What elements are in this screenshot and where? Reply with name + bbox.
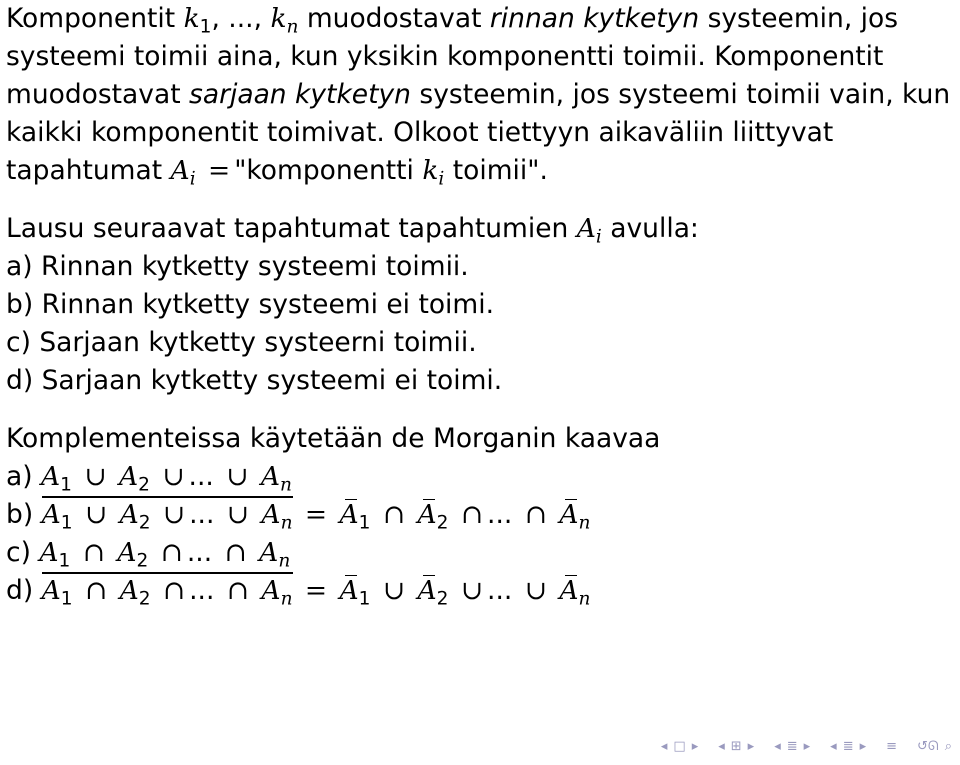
nav-next-frame-icon[interactable]: ▸ [691, 738, 699, 754]
subsubsection-icon[interactable]: ≣ [842, 738, 854, 754]
math-k: k [183, 3, 200, 34]
search-back-icon[interactable]: ↺ᘏ [917, 738, 939, 754]
union-symbol: ∪ [524, 575, 547, 606]
math-A-bar: A [340, 572, 359, 610]
subscript: 2 [436, 512, 449, 534]
intersection-symbol: ∩ [162, 575, 186, 606]
subscript: i [438, 168, 445, 190]
text: avulla: [601, 213, 699, 244]
formula-label: a) [6, 461, 33, 492]
emphasis-parallel: rinnan kytketyn [489, 3, 700, 34]
subscript: i [595, 226, 602, 248]
intersection-symbol: ∩ [82, 537, 105, 568]
math-A: A [576, 213, 596, 244]
subscript: 2 [138, 588, 151, 610]
text: "komponentti [234, 155, 423, 186]
equals-sign: = [199, 155, 231, 186]
intersection-symbol: ∩ [226, 575, 250, 606]
ellipsis: ... [189, 575, 215, 606]
subscript: 1 [60, 588, 73, 610]
math-A: A [41, 461, 61, 492]
formula-label: c) [6, 537, 31, 568]
union-symbol: ∪ [382, 575, 406, 606]
intersection-symbol: ∩ [84, 575, 108, 606]
math-k: k [422, 155, 439, 186]
subscript: 1 [358, 588, 371, 610]
subsection-icon[interactable]: ≣ [786, 738, 798, 754]
intersection-symbol: ∩ [382, 499, 406, 530]
math-A: A [119, 575, 139, 606]
ellipsis: ... [189, 499, 215, 530]
subscript: 2 [436, 588, 449, 610]
emphasis-series: sarjaan kytketyn [189, 79, 411, 110]
ellipsis: ... [487, 499, 513, 530]
ellipsis: ... [186, 537, 213, 568]
text: , ..., [211, 3, 262, 34]
union-symbol: ∪ [162, 461, 185, 492]
subscript: 1 [58, 550, 71, 572]
union-symbol: ∪ [84, 461, 107, 492]
math-A: A [261, 499, 281, 530]
math-A: A [117, 537, 137, 568]
text: muodostavat [298, 3, 490, 34]
formula-d [6, 572, 956, 610]
math-A: A [259, 537, 279, 568]
subscript: 1 [60, 474, 72, 496]
math-A-bar: A [559, 572, 578, 610]
subscript: n [280, 588, 293, 610]
math-A: A [261, 575, 281, 606]
subscript: n [286, 16, 299, 38]
union-symbol: ∪ [162, 499, 186, 530]
task-intro [6, 210, 956, 248]
formula-b [6, 496, 956, 534]
intersection-symbol: ∩ [524, 499, 547, 530]
equals-sign: = [304, 499, 328, 530]
math-A-bar: A [418, 496, 437, 534]
text: Komponentit [6, 3, 184, 34]
subscript: 1 [358, 512, 371, 534]
nav-prev-subsection-icon[interactable]: ◂ [774, 738, 781, 754]
section-icon[interactable]: ⊞ [730, 738, 742, 754]
text: Lausu seuraavat tapahtumat tapahtumien [6, 213, 577, 244]
equals-sign: = [304, 575, 328, 606]
subscript: n [280, 512, 293, 534]
formula-c [6, 534, 956, 572]
align-icon[interactable]: ≡ [886, 738, 898, 754]
formula-a [6, 458, 956, 496]
math-A: A [39, 537, 59, 568]
subscript: 1 [199, 16, 212, 38]
subscript: i [189, 168, 196, 190]
math-A: A [41, 499, 61, 530]
subscript: n [278, 550, 291, 572]
ellipsis: ... [188, 461, 214, 492]
intersection-symbol: ∩ [160, 537, 183, 568]
subscript: 2 [138, 512, 151, 534]
text: toimii". [444, 155, 548, 186]
nav-prev-frame-icon[interactable]: ◂ [660, 738, 668, 754]
math-A: A [260, 461, 280, 492]
math-A: A [118, 461, 139, 492]
math-k: k [270, 3, 287, 34]
nav-prev-section-icon[interactable]: ◂ [718, 738, 725, 754]
union-symbol: ∪ [226, 461, 249, 492]
zoom-icon[interactable]: ⌕ [944, 738, 952, 754]
slide-content [6, 0, 956, 610]
text: systeemin, jos systeemi toimii aina, kun yksikin komponentti toimii. Komponentit muodostavat [6, 3, 899, 110]
task-item-c: c) Sarjaan kytketty systeerni toimii. [6, 327, 477, 358]
intro-paragraph [6, 0, 956, 190]
union-symbol: ∪ [84, 499, 108, 530]
union-symbol: ∪ [226, 499, 250, 530]
task-item-d: d) Sarjaan kytketty systeemi ei toimi. [6, 365, 503, 396]
beamer-navigation-bar [661, 735, 952, 757]
intersection-symbol: ∩ [460, 499, 484, 530]
text: systeemin, jos systeemi toimii vain, kun kaikki komponentit toimivat. Olkoot tiettyyn aikaväliin liittyvat tapahtumat [6, 79, 951, 186]
subscript: 2 [136, 550, 149, 572]
task-item-a: a) Rinnan kytketty systeemi toimii. [6, 251, 469, 282]
math-A: A [41, 575, 61, 606]
frame-icon[interactable]: □ [673, 738, 686, 754]
subscript: n [578, 588, 591, 610]
nav-next-section-icon[interactable]: ▸ [747, 738, 755, 754]
math-A: A [170, 155, 190, 186]
task-paragraph [6, 210, 956, 400]
de-morgan-heading: Komplementeissa käytetään de Morganin kaavaa [6, 423, 661, 454]
task-item-b: b) Rinnan kytketty systeemi ei toimi. [6, 289, 495, 320]
complement-overline [41, 496, 293, 534]
nav-next-subsubsection-icon[interactable]: ▸ [859, 738, 867, 754]
subscript: n [578, 512, 591, 534]
formula-label: d) [6, 575, 34, 606]
complement-overline [41, 572, 293, 610]
math-A-bar: A [340, 496, 359, 534]
math-A-bar: A [418, 572, 437, 610]
ellipsis: ... [487, 575, 513, 606]
subscript: n [279, 474, 292, 496]
nav-next-subsection-icon[interactable]: ▸ [803, 738, 811, 754]
de-morgan-section [6, 420, 956, 610]
nav-prev-subsubsection-icon[interactable]: ◂ [830, 738, 837, 754]
subscript: 1 [60, 512, 73, 534]
math-A: A [119, 499, 139, 530]
formula-label: b) [6, 499, 34, 530]
subscript: 2 [138, 474, 150, 496]
union-symbol: ∪ [460, 575, 484, 606]
intersection-symbol: ∩ [224, 537, 247, 568]
math-A-bar: A [559, 496, 578, 534]
